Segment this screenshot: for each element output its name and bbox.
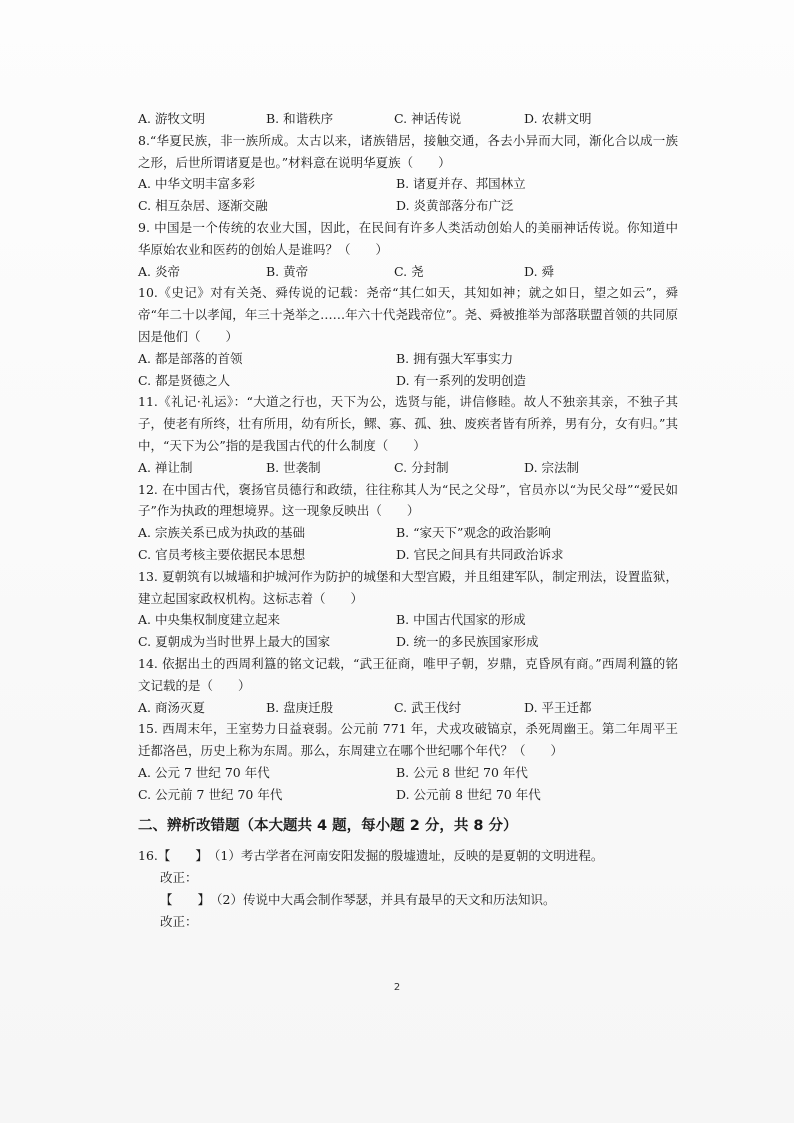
option-a: A. 中央集权制度建立起来: [138, 612, 280, 628]
option-d: D. 官民之间具有共同政治诉求: [396, 546, 564, 562]
option-b: B. 世袭制: [266, 459, 321, 475]
option-a: A. 炎帝: [138, 263, 180, 279]
q11-options: [138, 457, 678, 479]
option-a: A. 禅让制: [138, 459, 193, 475]
option-b: B. 诸夏并存、邦国林立: [396, 176, 526, 192]
answer-bracket: 【 】: [157, 848, 208, 864]
answer-bracket: 【 】: [160, 891, 211, 907]
option-a: A. 公元 7 世纪 70 年代: [138, 764, 270, 780]
option-d: D. 有一系列的发明创造: [396, 372, 527, 388]
option-d: D. 宗法制: [524, 459, 580, 475]
option-b: B. 和谐秩序: [266, 111, 334, 126]
page-number: 2: [393, 982, 401, 993]
option-c: C. 神话传说: [394, 111, 462, 126]
option-c: C. 公元前 7 世纪 70 年代: [138, 786, 283, 802]
option-c: C. 尧: [394, 263, 424, 279]
q12-options: [138, 522, 678, 566]
q16-item-1: [138, 845, 678, 867]
option-b: B. “家天下”观念的政治影响: [396, 525, 551, 541]
option-b: B. 盘庚迁殷: [266, 699, 334, 715]
option-d: D. 平王迁都: [524, 699, 592, 715]
option-d: D. 统一的多民族国家形成: [396, 634, 539, 650]
q8-stem: 8.“华夏民族，非一族所成。太古以来，诸族错居，接触交通，各去小异而大同，渐化合以成一族之形，后世所谓诸夏是也。”材料意在说明华夏族（ ）: [138, 132, 678, 170]
q14-options: [138, 697, 678, 719]
q8-options: [138, 173, 678, 217]
option-a: A. 宗族关系已成为执政的基础: [138, 525, 305, 541]
statement-text: （1）考古学者在河南安阳发掘的殷墟遗址，反映的是夏朝的文明进程。: [207, 848, 604, 864]
option-b: B. 拥有强大军事实力: [396, 350, 514, 366]
q9-options: [138, 261, 678, 283]
q10-stem: 10.《史记》对有关尧、舜传说的记载：尧帝“其仁如天，其知如神；就之如日，望之如云”，舜帝“年二十以孝闻，年三十尧举之……年六十代尧践帝位”。尧、舜被推举为部落联盟首领的共同原因是他们（ ）: [138, 285, 678, 344]
option-a: A. 商汤灭夏: [138, 699, 205, 715]
question-list: [138, 108, 678, 932]
option-c: C. 武王伐纣: [394, 699, 462, 715]
correction-label-1: 改正：: [160, 870, 198, 886]
section-2-heading: 二、辨析改错题（本大题共 4 题，每小题 2 分，共 8 分）: [138, 817, 518, 834]
option-c: C. 夏朝成为当时世界上最大的国家: [138, 634, 331, 650]
q14-stem: 14. 依据出土的西周利簋的铭文记载，“武王征商，唯甲子朝，岁鼎，克昏夙有商。”西周利簋的铭文记载的是（ ）: [138, 655, 678, 693]
q9-stem: 9. 中国是一个传统的农业大国，因此，在民间有许多人类活动创始人的美丽神话传说。你知道中华原始农业和医药的创始人是谁吗？（ ）: [138, 219, 678, 257]
option-d: D. 炎黄部落分布广泛: [396, 198, 514, 214]
option-a: A. 中华文明丰富多彩: [138, 176, 255, 192]
option-a: A. 都是部落的首领: [138, 350, 243, 366]
question-number: 16.: [138, 848, 158, 864]
correction-label-2: 改正：: [160, 913, 198, 929]
q10-options: [138, 348, 678, 392]
q15-stem: 15. 西周末年，王室势力日益衰弱。公元前 771 年，犬戎攻破镐京，杀死周幽王。第二年周平王迁都洛邑，历史上称为东周。那么，东周建立在哪个世纪哪个年代？（ ）: [138, 721, 678, 759]
q13-options: [138, 609, 678, 653]
option-a: A. 游牧文明: [138, 111, 205, 126]
option-d: D. 舜: [524, 263, 555, 279]
option-b: B. 公元 8 世纪 70 年代: [396, 764, 528, 780]
q13-stem: 13. 夏朝筑有以城墙和护城河作为防护的城堡和大型宫殿，并且组建军队，制定刑法，设置监狱，建立起国家政权机构。这标志着（ ）: [138, 568, 678, 606]
option-b: B. 黄帝: [266, 263, 309, 279]
option-d: D. 农耕文明: [524, 111, 592, 126]
option-b: B. 中国古代国家的形成: [396, 612, 526, 628]
option-c: C. 相互杂居、逐渐交融: [138, 198, 268, 214]
statement-text: （2）传说中大禹会制作琴瑟，并具有最早的天文和历法知识。: [210, 891, 556, 907]
option-d: D. 公元前 8 世纪 70 年代: [396, 786, 541, 802]
q16-item-2: [138, 889, 678, 911]
q11-stem: 11.《礼记·礼运》：“大道之行也，天下为公，选贤与能，讲信修睦。故人不独亲其亲，不独子其子，使老有所终，壮有所用，幼有所长，鳏、寡、孤、独、废疾者皆有所养，男有分，女有归。”其中，“天下为公”指的是我国古代的什么制度（ ）: [138, 394, 678, 453]
option-c: C. 都是贤德之人: [138, 372, 231, 388]
q7-options: [138, 108, 678, 130]
q12-stem: 12. 在中国古代，褒扬官员德行和政绩，往往称其人为“民之父母”，官员亦以“为民父母”“爱民如子”作为执政的理想境界。这一现象反映出（ ）: [138, 481, 678, 519]
q15-options: [138, 762, 678, 806]
option-c: C. 官员考核主要依据民本思想: [138, 546, 306, 562]
option-c: C. 分封制: [394, 459, 449, 475]
